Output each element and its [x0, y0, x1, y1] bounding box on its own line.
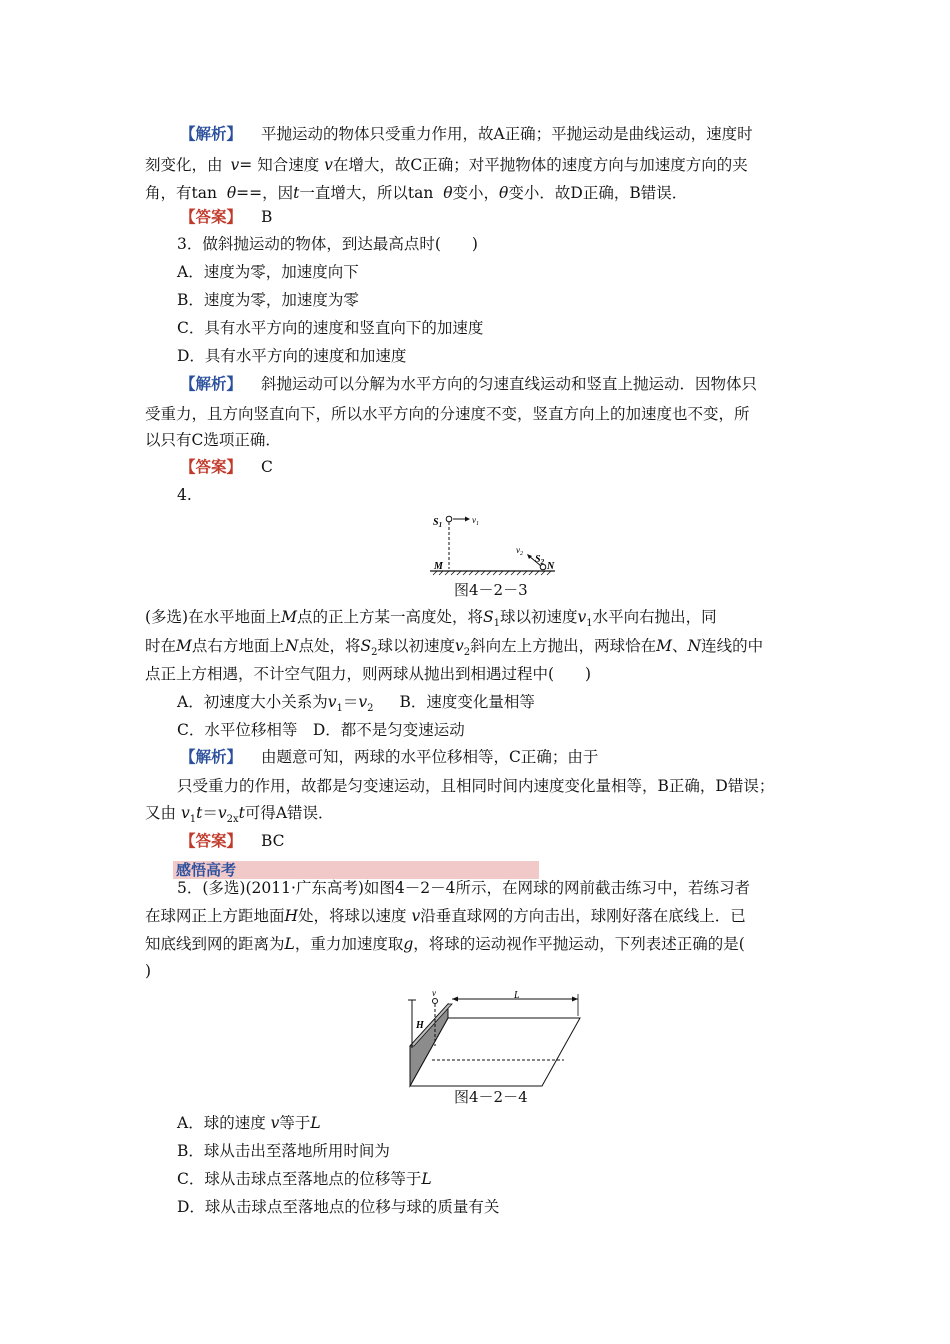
- q3-option-a: A．速度为零，加速度向下: [177, 263, 359, 281]
- fig-label-v2: $v_2$: [516, 545, 523, 557]
- figure-4-2-4: [402, 988, 588, 1088]
- q2-answer: 【答案】 B: [180, 207, 273, 226]
- ball: [433, 999, 438, 1004]
- q3-stem: 3．做斜抛运动的物体，到达最高点时( ): [177, 235, 478, 253]
- q2-analysis-line-3: 角，有tan θ==，因t一直增大，所以tan θ变小，θ变小．故D正确，B错误．: [145, 184, 688, 202]
- q4-number: 4.: [177, 486, 192, 504]
- q4-analysis-line-2: 只受重力的作用，故都是匀变速运动，且相同时间内速度变化量相等，B正确，D错误；: [177, 777, 775, 795]
- q5-option-c: C．球从击球点至落地点的位移等于L: [177, 1170, 432, 1188]
- fig-label-v: v: [432, 988, 436, 998]
- q4-options-cd: C．水平位移相等 D．都不是匀变速运动: [177, 721, 465, 739]
- fig-label-m: M: [434, 561, 443, 572]
- q3-option-d: D．具有水平方向的速度和加速度: [177, 347, 407, 365]
- fig-label-h: H: [416, 1020, 424, 1031]
- q5-stem-line-1: 5．(多选)(2011·广东高考)如图4－2－4所示，在网球的网前截击练习中，若练习者: [177, 879, 751, 897]
- figure-4-2-4-caption: 图4－2－4: [454, 1088, 528, 1106]
- q2-analysis-line-1: 【解析】 平抛运动的物体只受重力作用，故A正确；平抛运动是曲线运动，速度时: [180, 124, 753, 143]
- answer-label: 【答案】: [180, 831, 243, 850]
- q5-option-d: D．球从击球点至落地点的位移与球的质量有关: [177, 1198, 500, 1216]
- q3-analysis-line-3: 以只有C选项正确．: [145, 431, 281, 449]
- analysis-label: 【解析】: [180, 374, 243, 393]
- q3-option-b: B．速度为零，加速度为零: [177, 291, 359, 309]
- figure-4-2-3: [425, 505, 575, 580]
- answer-label: 【答案】: [180, 457, 243, 476]
- q3-analysis-line-2: 受重力，且方向竖直向下，所以水平方向的分速度不变，竖直方向上的加速度也不变，所: [145, 405, 750, 423]
- q5-stem-line-3: 知底线到网的距离为L，重力加速度取g，将球的运动视作平抛运动，下列表述正确的是(: [145, 935, 745, 953]
- fig-label-s2: $S_2$: [535, 554, 545, 566]
- q5-stem-line-4: ): [145, 962, 152, 980]
- section-title: 感悟高考: [176, 861, 237, 879]
- fig-label-v1: $v_1$: [472, 515, 479, 527]
- figure-4-2-3-caption: 图4－2－3: [454, 581, 528, 599]
- q5-option-b: B．球从击出至落地所用时间为: [177, 1142, 390, 1160]
- q4-options-ab: A．初速度大小关系为$v_1=v_2$ B．速度变化量相等: [177, 693, 535, 715]
- q2-analysis-line-2: 刻变化，由 v= 知合速度 v在增大，故C正确；对平抛物体的速度方向与加速度方向的夹: [145, 156, 748, 174]
- q4-stem-line-1: (多选)在水平地面上M点的正上方某一高度处，将$S_1$球以初速度$v_1$水平向右抛出，同: [145, 608, 717, 630]
- q3-answer: 【答案】 C: [180, 457, 273, 476]
- q4-stem-line-2: 时在M点右方地面上N点处，将$S_2$球以初速度$v_2$斜向左上方抛出，两球恰在M、N连线的中: [145, 637, 764, 659]
- q4-answer: 【答案】 BC: [180, 831, 285, 850]
- q4-stem-line-3: 点正上方相遇，不计空气阻力，则两球从抛出到相遇过程中( ): [145, 665, 592, 683]
- q5-stem-line-2: 在球网正上方距地面H处，将球以速度 v沿垂直球网的方向击出，球刚好落在底线上．已: [145, 907, 746, 925]
- q4-analysis-line-3: 又由 $v_1t=v_{2x}t$可得A错误．: [145, 804, 334, 826]
- analysis-label: 【解析】: [180, 124, 243, 143]
- q5-option-a: A．球的速度 v等于L: [177, 1114, 321, 1132]
- answer-label: 【答案】: [180, 207, 243, 226]
- fig-label-l: L: [514, 990, 520, 1001]
- q3-analysis-line-1: 【解析】 斜抛运动可以分解为水平方向的匀速直线运动和竖直上抛运动．因物体只: [180, 374, 757, 393]
- analysis-label: 【解析】: [180, 747, 243, 766]
- q3-option-c: C．具有水平方向的速度和竖直向下的加速度: [177, 319, 484, 337]
- ball-s1: [446, 516, 452, 522]
- fig-label-s1: $S_1$: [433, 517, 443, 529]
- fig-label-n: N: [547, 561, 555, 572]
- q4-analysis-line-1: 【解析】 由题意可知，两球的水平位移相等，C正确；由于: [180, 747, 599, 766]
